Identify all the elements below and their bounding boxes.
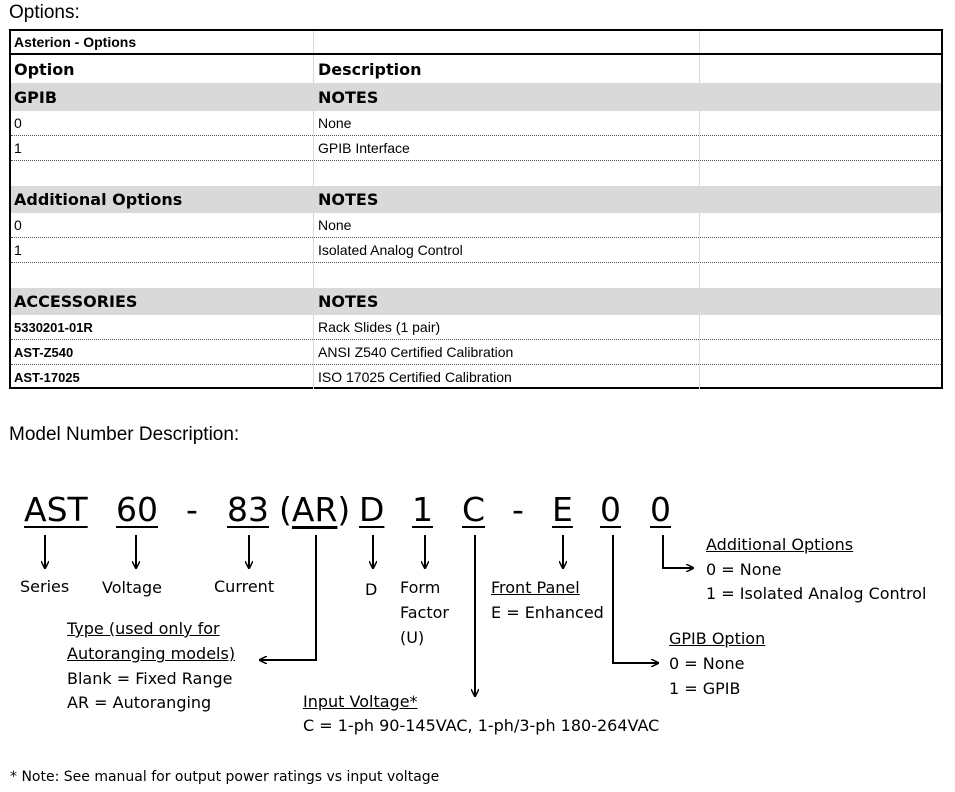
section-name: ACCESSORIES [14,292,138,311]
label-series: Series [20,577,70,596]
model-part-addl: 0 [650,490,671,529]
type-title-1: Type (used only for [67,619,220,638]
option-code: AST-Z540 [14,344,74,360]
option-code: AST-17025 [14,369,80,385]
section-notes: NOTES [313,288,699,315]
gpib-option-1: 1 = GPIB [669,679,741,698]
option-code: 0 [14,217,22,233]
section-notes: NOTES [313,186,699,213]
section-notes: NOTES [313,83,699,111]
option-code: 5330201-01R [14,319,93,335]
front-panel-title: Front Panel [491,578,580,597]
section-name: Additional Options [14,190,183,209]
model-part-type: (AR) [279,490,351,529]
option-description: GPIB Interface [313,136,699,160]
model-part-d: D [359,490,385,529]
option-code: 1 [14,140,22,156]
label-d: D [365,580,378,599]
model-part-form: 1 [412,490,433,529]
additional-options-title: Additional Options [706,535,854,554]
model-part-input: C [462,490,486,529]
additional-option-1: 1 = Isolated Analog Control [706,584,927,603]
front-panel-value: E = Enhanced [491,603,604,622]
input-voltage-title: Input Voltage* [303,692,418,711]
model-dash: - [186,490,198,529]
arrow-type [260,535,316,660]
footnote: * Note: See manual for output power ratings vs input voltage [10,769,440,785]
label-form-3: (U) [400,628,425,647]
label-current: Current [214,577,275,596]
gpib-option-title: GPIB Option [669,629,766,648]
model-dash: - [512,490,524,529]
header-description: Description [313,55,699,83]
option-description: Isolated Analog Control [313,238,699,262]
section-name: GPIB [14,87,58,107]
label-voltage: Voltage [102,578,163,597]
model-part-panel: E [552,490,573,529]
options-heading: Options: [9,2,80,23]
option-code: 1 [14,242,22,258]
arrow-addl [663,535,693,568]
model-part-voltage: 60 [116,490,158,529]
option-description: ISO 17025 Certified Calibration [313,365,699,389]
label-form-1: Form [400,578,441,597]
option-code: 0 [14,115,22,131]
model-part-series: AST [24,490,88,529]
model-heading: Model Number Description: [9,424,240,445]
input-voltage-value: C = 1-ph 90-145VAC, 1-ph/3-ph 180-264VAC [303,716,660,735]
header-option: Option [14,59,75,79]
option-description: None [313,111,699,135]
option-description: Rack Slides (1 pair) [313,315,699,339]
gpib-option-0: 0 = None [669,654,745,673]
option-description: None [313,213,699,237]
model-part-current: 83 [227,490,269,529]
table-title: Asterion - Options [14,34,137,50]
type-value-blank: Blank = Fixed Range [67,669,233,688]
model-part-gpib: 0 [600,490,621,529]
type-value-ar: AR = Autoranging [67,693,212,712]
additional-option-0: 0 = None [706,560,782,579]
model-part-type-code: AR [291,490,338,529]
label-form-2: Factor [400,603,449,622]
type-title-2: Autoranging models) [67,644,236,663]
option-description: ANSI Z540 Certified Calibration [313,340,699,364]
arrow-gpib [613,535,658,663]
